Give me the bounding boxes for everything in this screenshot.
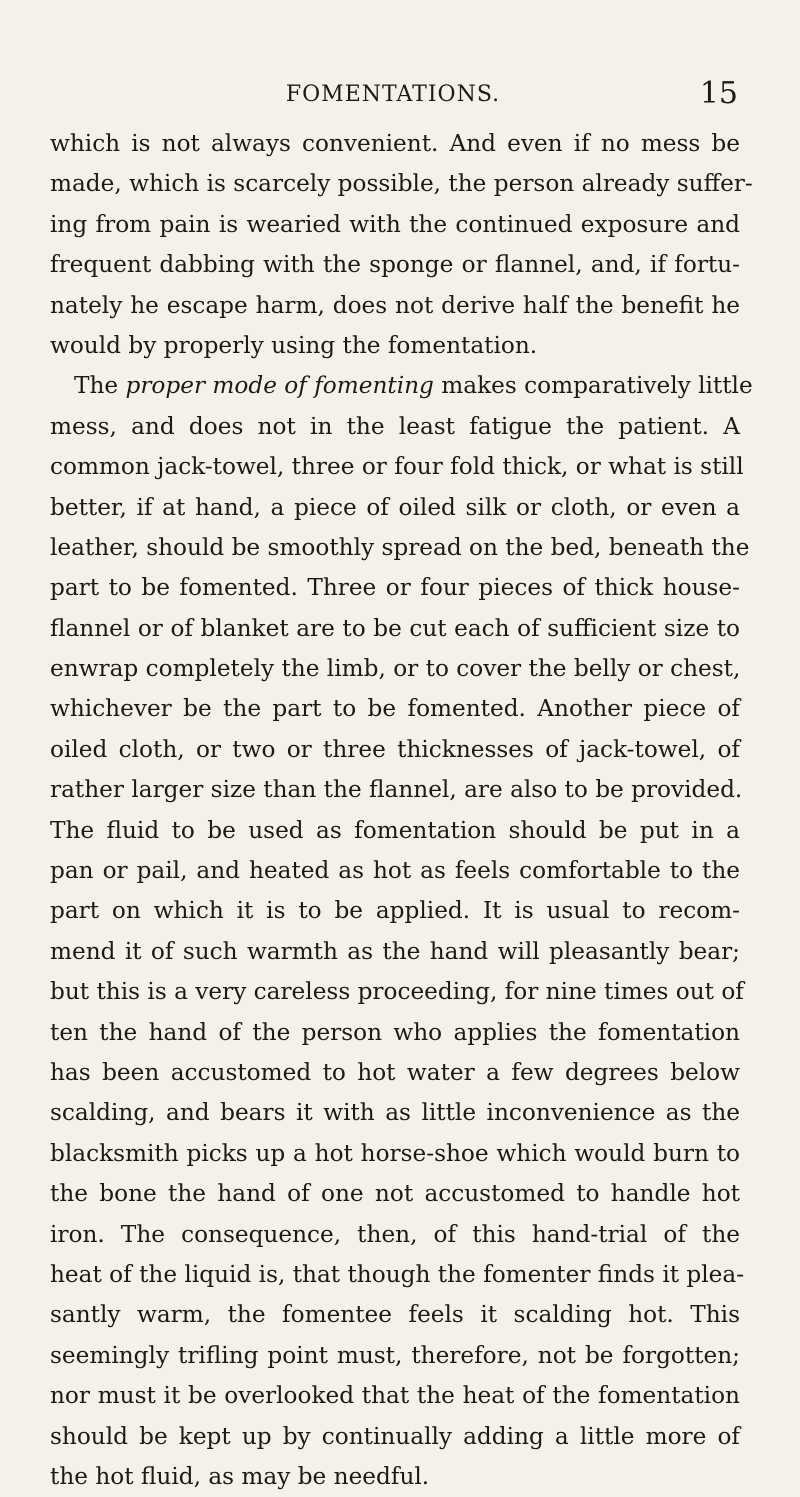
text-line: leather, should be smoothly spread on the bed, beneath the [50, 533, 750, 561]
text-line: frequent dabbing with the sponge or flannel, and, if fortu- [50, 251, 740, 279]
text-line: but this is a very careless proceeding, for nine times out of [50, 978, 744, 1006]
text-line: mend it of such warmth as the hand will pleasantly bear; [50, 937, 740, 965]
text-line: The fluid to be used as fomentation should be put in a [50, 816, 740, 844]
text-line: nor must it be overlooked that the heat of the fomentation [50, 1382, 740, 1410]
text-line: mess, and does not in the least fatigue the patient. A [50, 412, 740, 440]
text-run: The [74, 372, 126, 400]
text-line: rather larger size than the flannel, are also to be provided. [50, 776, 743, 804]
text-line: better, if at hand, a piece of oiled silk or cloth, or even a [50, 493, 740, 521]
text-line: heat of the liquid is, that though the fomenter finds it plea- [50, 1260, 745, 1288]
text-line: enwrap completely the limb, or to cover the belly or chest, [50, 655, 741, 683]
text-line: common jack-towel, three or four fold thick, or what is still [50, 453, 744, 481]
text-line: has been accustomed to hot water a few degrees below [50, 1058, 740, 1086]
text-line: part to be fomented. Three or four pieces of thick house- [50, 574, 740, 602]
text-line: scalding, and bears it with as little inconvenience as the [50, 1099, 740, 1127]
text-line: ing from pain is wearied with the continued exposure and [50, 210, 740, 238]
text-line: seemingly trifling point must, therefore, not be forgotten; [50, 1341, 740, 1369]
running-head [48, 76, 738, 116]
text-line: iron. The consequence, then, of this hand-trial of the [50, 1220, 740, 1248]
text-line: blacksmith picks up a hot horse-shoe which would burn to [50, 1139, 740, 1167]
text-line: whichever be the part to be fomented. Another piece of [50, 695, 740, 723]
text-line: nately he escape harm, does not derive half the benefit he [50, 291, 740, 319]
text-line: the hot fluid, as may be needful. [50, 1462, 430, 1490]
text-line: flannel or of blanket are to be cut each of sufficient size to [50, 614, 740, 642]
text-line: ten the hand of the person who applies the fomentation [50, 1018, 740, 1046]
text-line-paragraph-start [50, 366, 753, 406]
text-line: santly warm, the fomentee feels it scalding hot. This [50, 1301, 740, 1329]
text-line: pan or pail, and heated as hot as feels comfortable to the [50, 857, 740, 885]
page-number: 15 [699, 76, 738, 111]
text-line: made, which is scarcely possible, the person already suffer- [50, 170, 753, 198]
body-text [50, 124, 753, 1497]
text-line: should be kept up by continually adding a little more of [50, 1422, 740, 1450]
running-title: FOMENTATIONS. [285, 82, 501, 107]
text-line: which is not always convenient. And even if no mess be [50, 130, 740, 157]
text-line: part on which it is to be applied. It is usual to recom- [50, 897, 740, 925]
text-line: would by properly using the fomentation. [50, 331, 538, 359]
text-line: oiled cloth, or two or three thicknesses of jack-towel, of [50, 735, 740, 763]
italic-phrase: proper mode of fomenting [125, 372, 434, 400]
text-run: makes comparatively little [433, 372, 753, 400]
text-line: the bone the hand of one not accustomed to handle hot [50, 1180, 740, 1208]
